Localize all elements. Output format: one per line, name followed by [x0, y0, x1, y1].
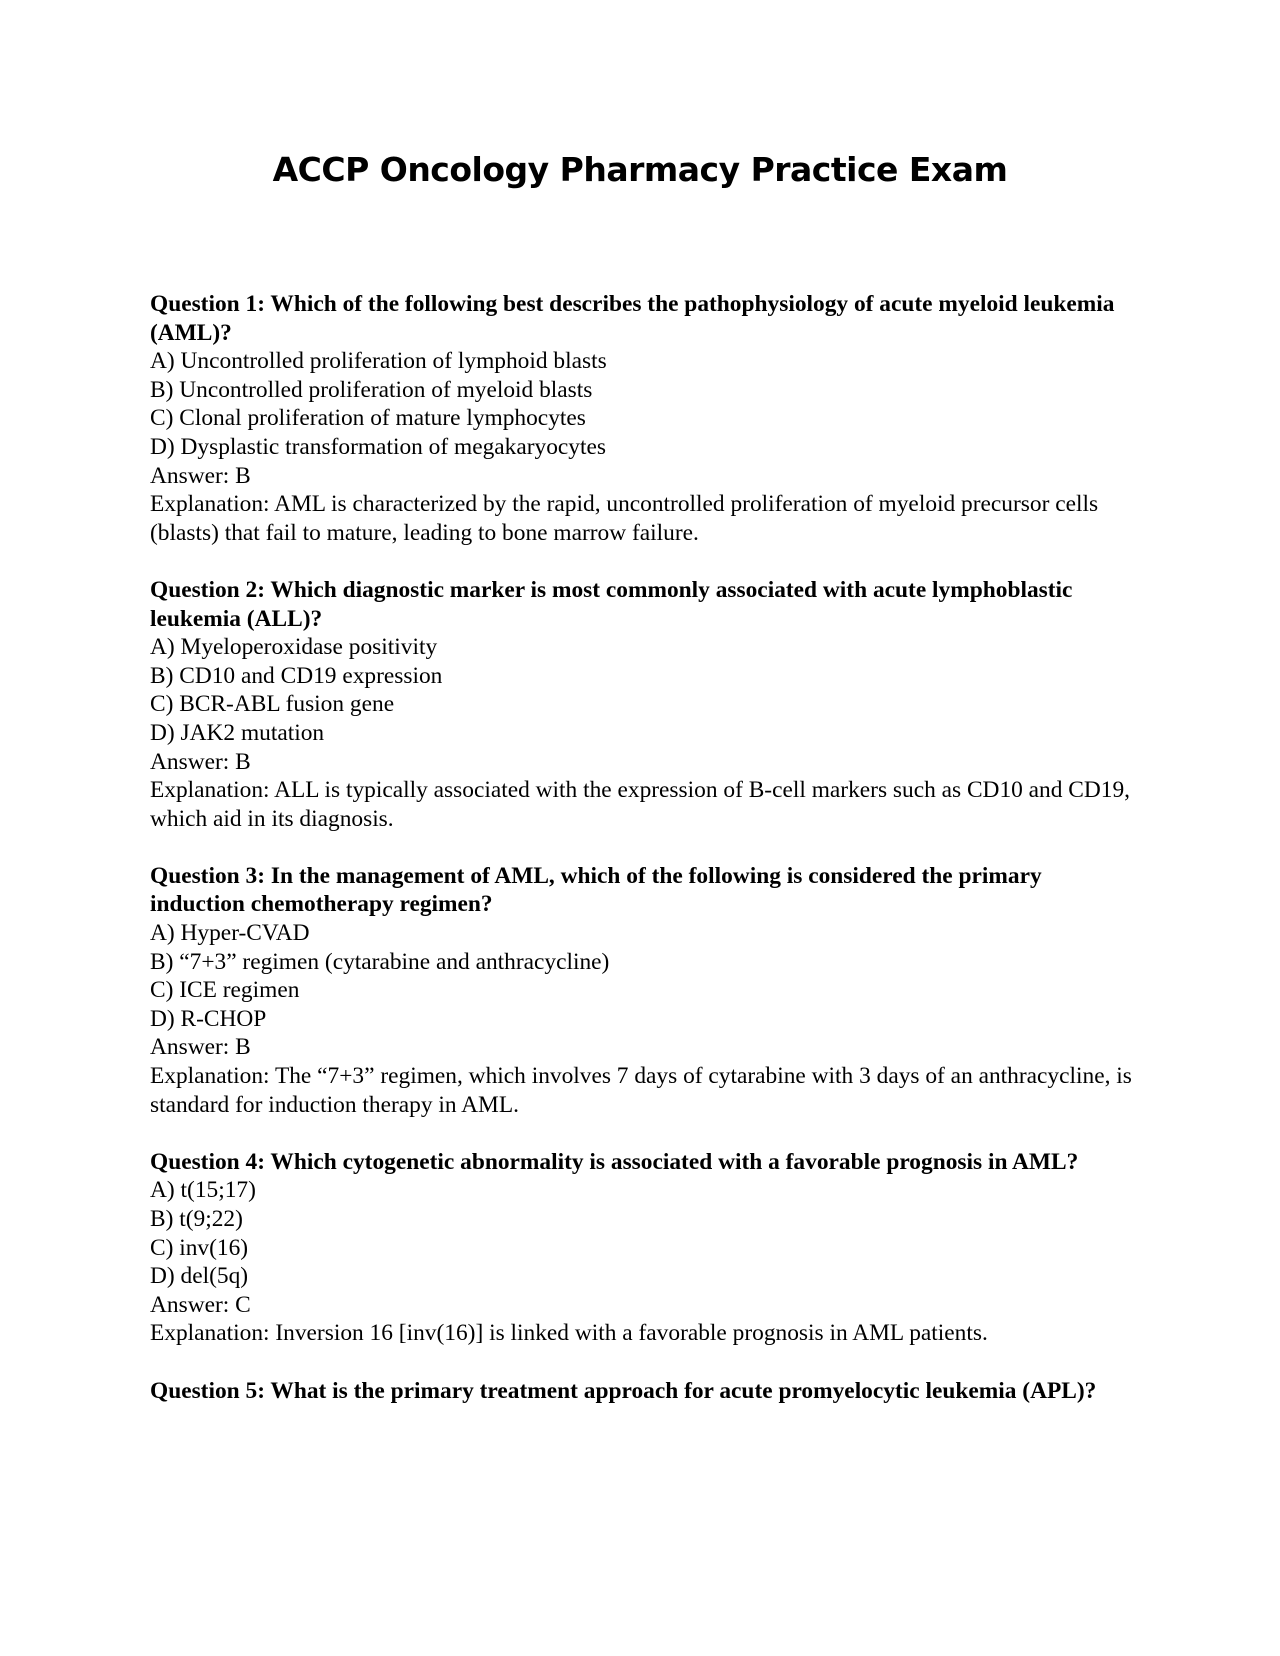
question-block-4 — [150, 1148, 1140, 1348]
answer-option: B) Uncontrolled proliferation of myeloid blasts — [150, 376, 593, 403]
question-text: Question 4: Which cytogenetic abnormality is associated with a favorable prognosis in AML? — [150, 1148, 1079, 1175]
question-block-2 — [150, 576, 1140, 833]
answer-option: D) Dysplastic transformation of megakaryocytes — [150, 433, 606, 460]
correct-answer: Answer: B — [150, 1034, 251, 1061]
answer-option: A) Myeloperoxidase positivity — [150, 634, 438, 661]
answer-option: A) Uncontrolled proliferation of lymphoid blasts — [150, 348, 607, 375]
question-block-3 — [150, 862, 1140, 1119]
answer-option: A) t(15;17) — [150, 1177, 256, 1204]
answer-option: C) Clonal proliferation of mature lymphocytes — [150, 405, 586, 432]
answer-option: D) R-CHOP — [150, 1005, 267, 1032]
question-text: Question 3: In the management of AML, which of the following is considered the primary induction chemotherapy regimen? — [150, 862, 1042, 918]
document-title: ACCP Oncology Pharmacy Practice Exam — [272, 150, 1008, 189]
correct-answer: Answer: B — [150, 462, 251, 489]
question-block-1 — [150, 290, 1140, 547]
answer-option: C) inv(16) — [150, 1234, 249, 1261]
answer-option: A) Hyper-CVAD — [150, 920, 310, 947]
question-block-5 — [150, 1377, 1140, 1406]
explanation: Explanation: AML is characterized by the rapid, uncontrolled proliferation of myeloid precursor cells (blasts) that fail to mature, leading to bone marrow failure. — [150, 491, 1099, 546]
answer-option: D) JAK2 mutation — [150, 719, 325, 746]
answer-option: D) del(5q) — [150, 1263, 249, 1290]
correct-answer: Answer: B — [150, 748, 251, 775]
answer-option: C) ICE regimen — [150, 977, 300, 1004]
explanation: Explanation: The “7+3” regimen, which involves 7 days of cytarabine with 3 days of an anthracycline, is standard for induction therapy in AML. — [150, 1063, 1132, 1118]
answer-option: B) t(9;22) — [150, 1206, 243, 1232]
correct-answer: Answer: C — [150, 1291, 251, 1318]
question-list — [150, 290, 1140, 1434]
question-text: Question 1: Which of the following best describes the pathophysiology of acute myeloid leukemia (AML)? — [150, 291, 1115, 346]
explanation: Explanation: ALL is typically associated with the expression of B-cell markers such as CD10 and CD19, which aid in its diagnosis. — [150, 777, 1131, 832]
question-text: Question 5: What is the primary treatment approach for acute promyelocytic leukemia (APL)? — [150, 1377, 1097, 1404]
answer-option: B) CD10 and CD19 expression — [150, 662, 443, 689]
explanation: Explanation: Inversion 16 [inv(16)] is linked with a favorable prognosis in AML patients. — [150, 1320, 988, 1347]
question-text: Question 2: Which diagnostic marker is most commonly associated with acute lymphoblastic leukemia (ALL)? — [150, 576, 1073, 632]
answer-option: B) “7+3” regimen (cytarabine and anthracycline) — [150, 948, 610, 975]
answer-option: C) BCR-ABL fusion gene — [150, 691, 395, 718]
